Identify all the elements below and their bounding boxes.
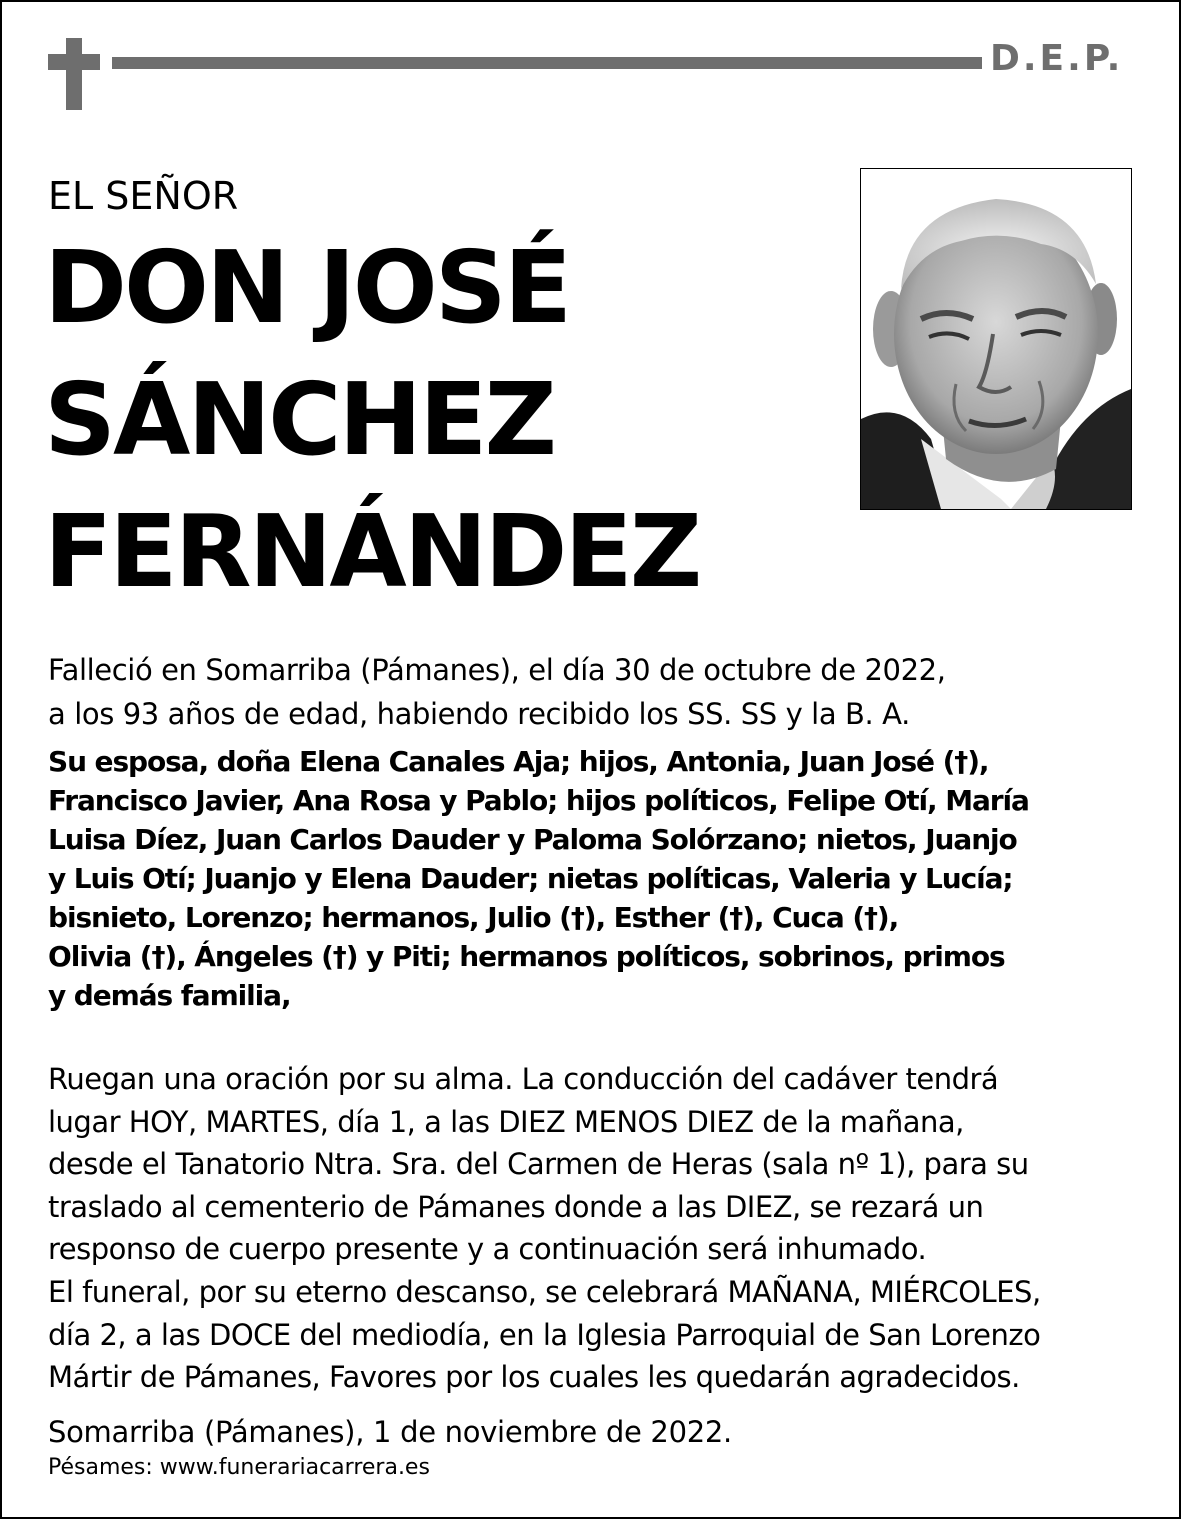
text-line: Falleció en Somarriba (Pámanes), el día 30 de octubre de 2022, [48,653,946,687]
text-line: Olivia (†), Ángeles (†) y Piti; hermanos políticos, sobrinos, primos [48,940,1005,973]
place-date: Somarriba (Pámanes), 1 de noviembre de 2022. [48,1415,732,1449]
text-line: Luisa Díez, Juan Carlos Dauder y Paloma Solórzano; nietos, Juanjo [48,823,1017,856]
text-line: Mártir de Pámanes, Favores por los cuales les quedarán agradecidos. [48,1360,1020,1395]
condolences-link[interactable]: Pésames: www.funerariacarrera.es [48,1455,430,1480]
dep-label: D.E.P. [990,38,1124,79]
cross-icon [66,38,82,110]
text-line: responso de cuerpo presente y a continuación será inhumado. [48,1232,927,1267]
header-rule [112,57,982,69]
text-line: Su esposa, doña Elena Canales Aja; hijos, Antonia, Juan José (†), [48,745,989,778]
text-line: traslado al cementerio de Pámanes donde a las DIEZ, se rezará un [48,1189,984,1224]
text-line: bisnieto, Lorenzo; hermanos, Julio (†), Esther (†), Cuca (†), [48,901,899,934]
death-notice [48,648,946,736]
name-line: SÁNCHEZ [44,361,555,478]
text-line: Francisco Javier, Ana Rosa y Pablo; hijos políticos, Felipe Otí, María [48,784,1029,817]
deceased-name [44,222,699,618]
name-line: DON JOSÉ [44,229,570,346]
portrait-photo [860,168,1132,510]
text-line: desde el Tanatorio Ntra. Sra. del Carmen de Heras (sala nº 1), para su [48,1147,1029,1182]
funeral-arrangements [48,1058,1041,1399]
text-line: y Luis Otí; Juanjo y Elena Dauder; nietas políticas, Valeria y Lucía; [48,862,1013,895]
text-line: lugar HOY, MARTES, día 1, a las DIEZ MENOS DIEZ de la mañana, [48,1104,964,1139]
name-line: FERNÁNDEZ [44,493,700,610]
text-line: día 2, a las DOCE del mediodía, en la Iglesia Parroquial de San Lorenzo [48,1317,1041,1352]
text-line: Ruegan una oración por su alma. La conducción del cadáver tendrá [48,1062,999,1096]
text-line: El funeral, por su eterno descanso, se celebrará MAÑANA, MIÉRCOLES, [48,1274,1041,1309]
family-list [48,742,1029,1015]
honorific: EL SEÑOR [48,174,239,218]
text-line: y demás familia, [48,979,291,1012]
text-line: a los 93 años de edad, habiendo recibido los SS. SS y la B. A. [48,697,910,731]
cross-icon-bar [48,54,100,70]
